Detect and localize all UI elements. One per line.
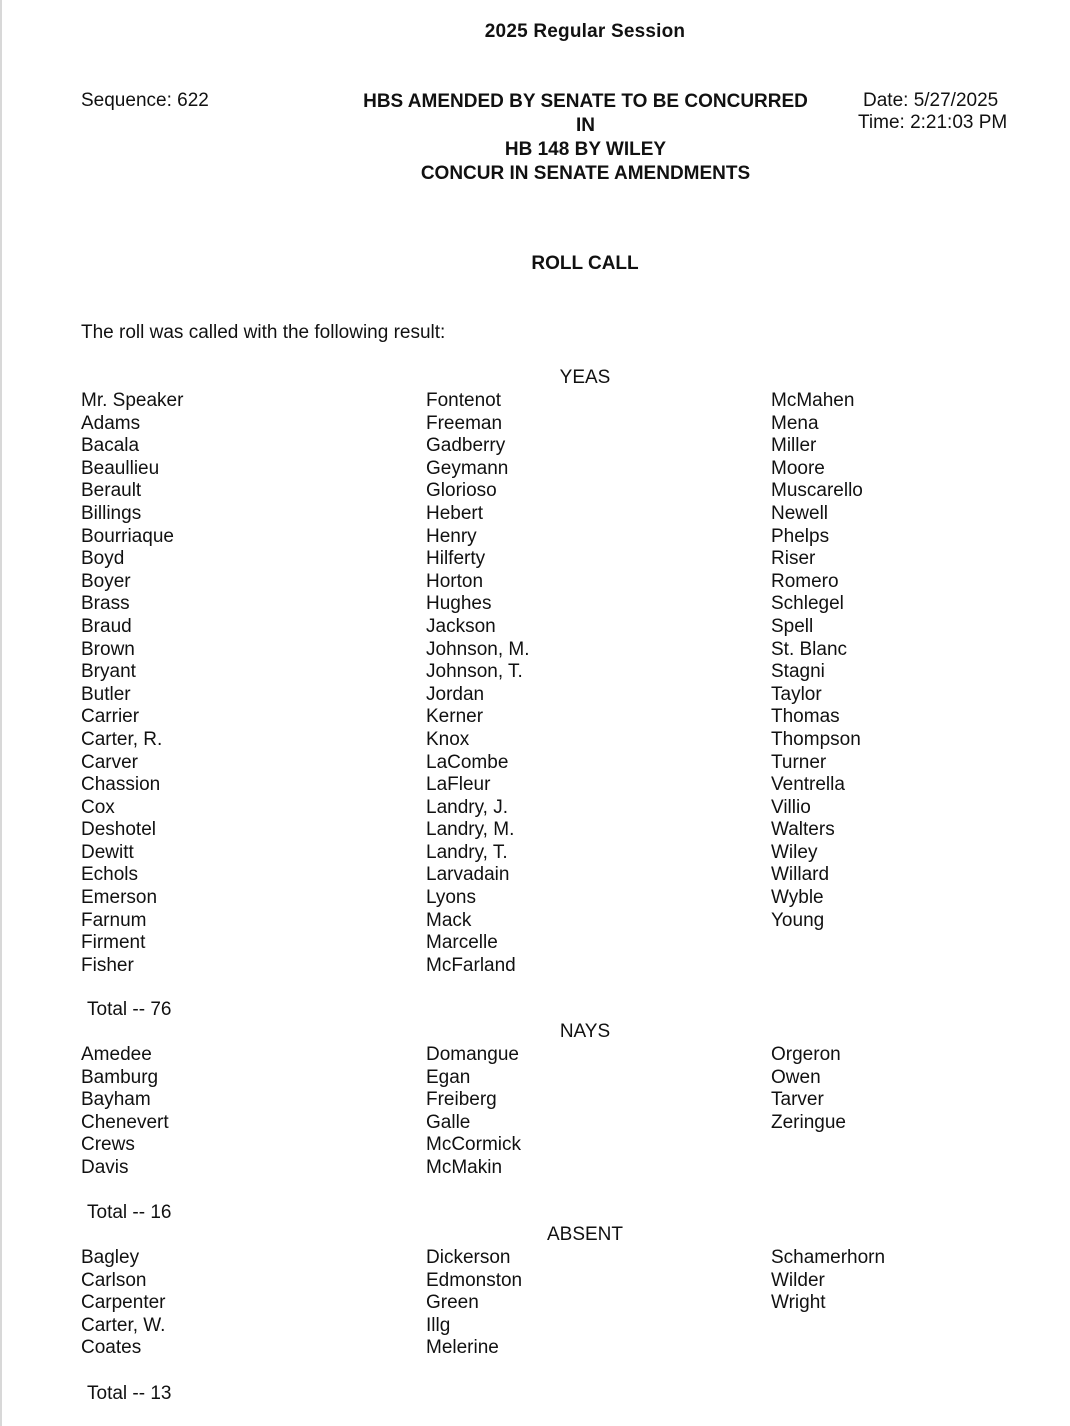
member-name: Bamburg <box>81 1066 159 1088</box>
member-name: Adams <box>81 412 141 434</box>
member-name: Tarver <box>771 1089 824 1111</box>
member-name: Stagni <box>771 661 825 683</box>
yeas-column-2 <box>426 390 530 977</box>
member-name: Ventrella <box>771 774 845 796</box>
member-name: Orgeron <box>771 1044 841 1065</box>
member-name: Phelps <box>771 525 830 547</box>
member-name: Braud <box>81 615 132 637</box>
member-name: Green <box>426 1292 479 1314</box>
member-name: Johnson, T. <box>426 661 523 683</box>
member-name: LaFleur <box>426 774 491 796</box>
member-name: McMakin <box>426 1156 503 1178</box>
member-name: Mena <box>771 412 819 434</box>
member-name: Boyd <box>81 548 125 570</box>
nays-heading: NAYS <box>559 1021 611 1042</box>
yeas-column-1 <box>81 390 183 977</box>
member-name: Landry, M. <box>426 819 515 841</box>
absent-heading: ABSENT <box>546 1224 624 1245</box>
member-name: Carlson <box>81 1269 147 1291</box>
member-name: Davis <box>81 1156 129 1178</box>
member-name: Lyons <box>426 887 476 909</box>
member-name: Wiley <box>771 841 818 863</box>
member-name: Chenevert <box>81 1111 169 1133</box>
member-name: Deshotel <box>81 819 156 841</box>
member-name: Wyble <box>771 887 824 909</box>
session-title: 2025 Regular Session <box>484 21 686 42</box>
member-name: Taylor <box>771 683 822 705</box>
member-name: Romero <box>771 570 839 592</box>
member-name: Dickerson <box>426 1247 511 1268</box>
bill-heading-line: IN <box>576 115 595 136</box>
member-name: Coates <box>81 1337 142 1359</box>
member-name: Echols <box>81 864 139 886</box>
member-name: Emerson <box>81 887 158 909</box>
roll-call-heading: ROLL CALL <box>531 253 639 274</box>
nays-total: Total -- 16 <box>87 1202 172 1223</box>
member-name: Kerner <box>426 706 484 728</box>
nays-column-2 <box>426 1044 521 1180</box>
member-name: McMahen <box>771 390 855 411</box>
absent-column-2 <box>426 1247 522 1360</box>
nays-column-3 <box>771 1044 846 1134</box>
member-name: Freiberg <box>426 1089 497 1111</box>
member-name: Crews <box>81 1134 135 1156</box>
sequence-number: Sequence: 622 <box>81 90 209 111</box>
member-name: Wright <box>771 1292 826 1314</box>
member-name: Fisher <box>81 954 134 976</box>
member-name: Bagley <box>81 1247 140 1268</box>
member-name: Horton <box>426 570 484 592</box>
date-time-block <box>858 90 1007 134</box>
member-name: Walters <box>771 819 835 841</box>
member-name: Muscarello <box>771 480 863 502</box>
member-name: Chassion <box>81 774 161 796</box>
member-name: Riser <box>771 548 816 570</box>
member-name: Berault <box>81 480 142 502</box>
member-name: Cox <box>81 796 115 818</box>
member-name: Freeman <box>426 412 503 434</box>
member-name: Billings <box>81 502 142 524</box>
absent-column-1 <box>81 1247 166 1360</box>
member-name: Brown <box>81 638 135 660</box>
member-name: Carpenter <box>81 1292 166 1314</box>
member-name: McFarland <box>426 954 516 976</box>
member-name: Boyer <box>81 570 131 592</box>
member-name: Bourriaque <box>81 525 174 547</box>
member-name: Turner <box>771 751 827 773</box>
member-name: Miller <box>771 435 817 457</box>
member-name: Hughes <box>426 593 492 615</box>
bill-heading-line: HB 148 BY WILEY <box>504 139 667 160</box>
member-name: Carter, W. <box>81 1314 166 1336</box>
vote-date: Date: 5/27/2025 <box>863 90 999 111</box>
member-name: Schamerhorn <box>771 1247 886 1268</box>
member-name: Marcelle <box>426 932 498 954</box>
member-name: Butler <box>81 683 131 705</box>
member-name: Glorioso <box>426 480 497 502</box>
absent-column-3 <box>771 1247 885 1315</box>
member-name: Thompson <box>771 728 861 750</box>
member-name: Johnson, M. <box>426 638 530 660</box>
member-name: Landry, T. <box>426 841 508 863</box>
member-name: Owen <box>771 1066 821 1088</box>
vote-time: Time: 2:21:03 PM <box>858 112 1008 133</box>
member-name: Newell <box>771 502 829 524</box>
member-name: Fontenot <box>426 390 501 411</box>
member-name: Bryant <box>81 661 136 683</box>
member-name: Egan <box>426 1066 471 1088</box>
yeas-total: Total -- 76 <box>87 999 172 1020</box>
member-name: Villio <box>771 796 811 818</box>
member-name: Knox <box>426 728 470 750</box>
member-name: Beaullieu <box>81 457 160 479</box>
member-name: Young <box>771 909 825 931</box>
member-name: Jackson <box>426 615 496 637</box>
member-name: Galle <box>426 1111 471 1133</box>
yeas-column-3 <box>771 390 863 932</box>
absent-total: Total -- 13 <box>87 1383 172 1404</box>
member-name: Mr. Speaker <box>81 390 184 411</box>
member-name: St. Blanc <box>771 638 848 660</box>
member-name: Brass <box>81 593 130 615</box>
member-name: Willard <box>771 864 830 886</box>
bill-heading-line: HBS AMENDED BY SENATE TO BE CONCURRED <box>363 91 808 112</box>
member-name: McCormick <box>426 1134 521 1156</box>
member-name: Hilferty <box>426 548 486 570</box>
member-name: Hebert <box>426 502 484 524</box>
member-name: LaCombe <box>426 751 509 773</box>
member-name: Carrier <box>81 706 140 728</box>
member-name: Gadberry <box>426 435 506 457</box>
member-name: Domangue <box>426 1044 519 1065</box>
member-name: Wilder <box>771 1269 825 1291</box>
member-name: Zeringue <box>771 1111 846 1133</box>
member-name: Carver <box>81 751 139 773</box>
member-name: Melerine <box>426 1337 499 1359</box>
member-name: Landry, J. <box>426 796 509 818</box>
yeas-heading: YEAS <box>559 367 611 388</box>
member-name: Thomas <box>771 706 840 728</box>
member-name: Carter, R. <box>81 728 163 750</box>
member-name: Farnum <box>81 909 147 931</box>
roll-intro-text: The roll was called with the following result: <box>81 322 446 343</box>
member-name: Dewitt <box>81 841 134 863</box>
nays-column-1 <box>81 1044 169 1180</box>
member-name: Bacala <box>81 435 140 457</box>
member-name: Moore <box>771 457 825 479</box>
member-name: Mack <box>426 909 472 931</box>
member-name: Edmonston <box>426 1269 523 1291</box>
member-name: Firment <box>81 932 146 954</box>
member-name: Larvadain <box>426 864 510 886</box>
member-name: Geymann <box>426 457 509 479</box>
member-name: Jordan <box>426 683 485 705</box>
bill-heading-line: CONCUR IN SENATE AMENDMENTS <box>420 163 751 184</box>
bill-heading <box>337 90 834 186</box>
member-name: Spell <box>771 615 814 637</box>
member-name: Amedee <box>81 1044 152 1065</box>
member-name: Bayham <box>81 1089 151 1111</box>
member-name: Illg <box>426 1314 451 1336</box>
member-name: Henry <box>426 525 477 547</box>
member-name: Schlegel <box>771 593 844 615</box>
